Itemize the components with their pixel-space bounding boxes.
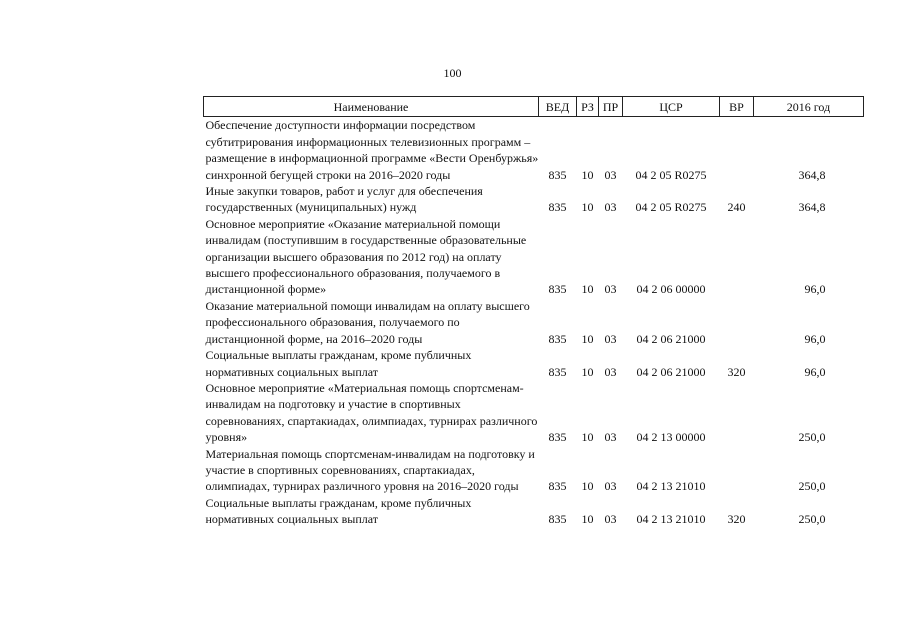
row-name: Социальные выплаты гражданам, кроме публичных нормативных социальных выплат [205, 348, 472, 379]
row-amount: 96,0 [804, 364, 826, 379]
row-vr [720, 298, 754, 347]
row-rz: 10 [581, 430, 594, 445]
row-vr [720, 117, 754, 183]
header-rz: РЗ [577, 97, 599, 117]
row-pr: 03 [604, 200, 617, 215]
table-row [204, 347, 864, 380]
row-amount: 364,8 [798, 167, 826, 182]
row-ved: 835 [548, 331, 567, 346]
row-csr: 04 2 13 21010 [636, 479, 706, 494]
row-pr: 03 [604, 479, 617, 494]
row-pr: 03 [604, 282, 617, 297]
table-row [204, 183, 864, 216]
header-vr: ВР [720, 97, 754, 117]
row-vr: 320 [727, 364, 746, 379]
row-ved: 835 [548, 200, 567, 215]
table-row [204, 446, 864, 495]
row-name: Оказание материальной помощи инвалидам на оплату высшего профессионального образования, получаемого по дистанционной форме, на 2016–2020 годы [205, 298, 530, 346]
row-vr: 240 [727, 200, 746, 215]
row-rz: 10 [581, 364, 594, 379]
header-pr: ПР [599, 97, 623, 117]
row-amount: 250,0 [798, 430, 826, 445]
row-amount: 96,0 [804, 282, 826, 297]
row-ved: 835 [548, 364, 567, 379]
row-name: Социальные выплаты гражданам, кроме публичных нормативных социальных выплат [205, 495, 472, 527]
budget-table [203, 96, 864, 528]
table-row [204, 495, 864, 528]
row-ved: 835 [548, 479, 567, 494]
row-pr: 03 [604, 430, 617, 445]
row-vr [720, 446, 754, 495]
row-csr: 04 2 06 21000 [636, 331, 706, 346]
row-name: Основное мероприятие «Оказание материальной помощи инвалидам (поступившим в государственные образовательные организации высшего образования по 2012 год) на оплату высшего профессионального образования, получаемого в дистанционной форме» [205, 216, 527, 297]
row-rz: 10 [581, 282, 594, 297]
row-csr: 04 2 06 00000 [636, 282, 706, 297]
row-amount: 364,8 [798, 200, 826, 215]
row-csr: 04 2 13 21010 [636, 512, 706, 527]
page-number: 100 [443, 66, 462, 80]
table-row [204, 380, 864, 446]
table-header-row [204, 97, 864, 117]
row-amount: 250,0 [798, 479, 826, 494]
row-pr: 03 [604, 512, 617, 527]
row-csr: 04 2 06 21000 [636, 364, 706, 379]
row-pr: 03 [604, 331, 617, 346]
row-ved: 835 [548, 167, 567, 182]
row-name: Иные закупки товаров, работ и услуг для обеспечения государственных (муниципальных) нужд [205, 184, 483, 215]
row-pr: 03 [604, 167, 617, 182]
table-row [204, 216, 864, 298]
row-csr: 04 2 13 00000 [636, 430, 706, 445]
header-ved: ВЕД [539, 97, 577, 117]
row-csr: 04 2 05 R0275 [635, 167, 707, 182]
row-amount: 250,0 [798, 512, 826, 527]
row-rz: 10 [581, 200, 594, 215]
row-rz: 10 [581, 479, 594, 494]
header-name: Наименование [204, 97, 539, 117]
header-year: 2016 год [754, 97, 864, 117]
row-rz: 10 [581, 331, 594, 346]
row-amount: 96,0 [804, 331, 826, 346]
row-ved: 835 [548, 512, 567, 527]
row-ved: 835 [548, 430, 567, 445]
row-name: Основное мероприятие «Материальная помощь спортсменам-инвалидам на подготовку и участие в спортивных соревнованиях, спартакиадах, олимпиадах, турнирах различного уровня» [205, 380, 538, 445]
row-csr: 04 2 05 R0275 [635, 200, 707, 215]
row-name: Обеспечение доступности информации посредством субтитрирования информационных телевизионных программ – размещение в информационной программе «Вести Оренбуржья» синхронной бегущей строки на 2016–2020 годы [205, 118, 539, 182]
row-vr [720, 216, 754, 298]
row-rz: 10 [581, 512, 594, 527]
table-row [204, 117, 864, 183]
row-rz: 10 [581, 167, 594, 182]
header-csr: ЦСР [623, 97, 720, 117]
row-pr: 03 [604, 364, 617, 379]
row-name: Материальная помощь спортсменам-инвалидам на подготовку и участие в спортивных соревнованиях, спартакиадах, олимпиадах, турнирах различного уровня на 2016–2020 годы [205, 446, 535, 494]
row-ved: 835 [548, 282, 567, 297]
row-vr [720, 380, 754, 446]
row-vr: 320 [727, 512, 746, 527]
table-row [204, 298, 864, 347]
